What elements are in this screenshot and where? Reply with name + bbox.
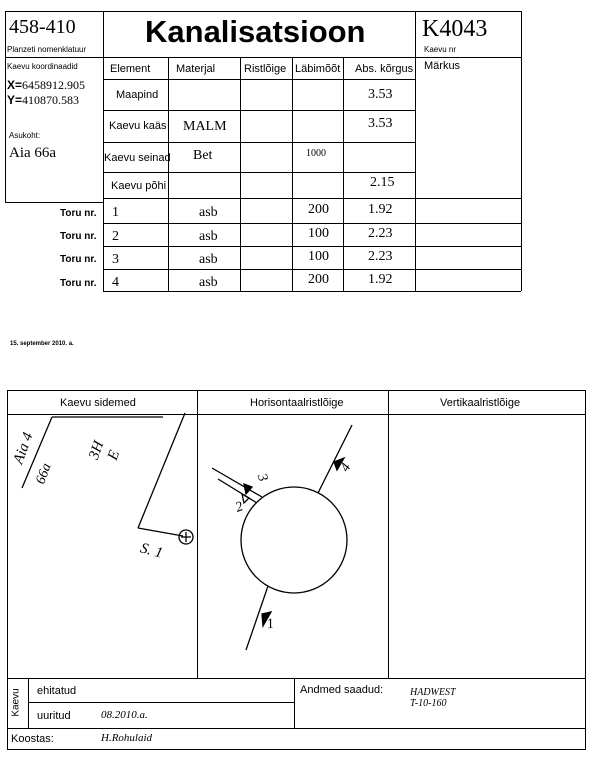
- date-line: 15. september 2010. a.: [10, 341, 74, 347]
- pipe1-materjal: asb: [199, 205, 218, 220]
- surveyed-label: uuritud: [37, 710, 71, 722]
- remarks-label: Märkus: [424, 60, 461, 72]
- row-maapind-korgus: 3.53: [368, 87, 393, 102]
- col-header-labimoot: Läbimõõt: [295, 63, 341, 75]
- col-header-materjal: Materjal: [176, 63, 216, 75]
- location-value: Aia 66a: [9, 145, 57, 161]
- pipe3-nr: 3: [112, 252, 119, 267]
- hand-66a: 66a: [33, 461, 55, 487]
- data-from-value-2: T-10-160: [410, 698, 447, 709]
- pipe4-materjal: asb: [199, 275, 218, 290]
- row-pohi-element: Kaevu põhi: [111, 180, 167, 192]
- horizontal-section: [212, 425, 352, 650]
- pipe4-label: Toru nr.: [60, 278, 97, 289]
- page-title: Kanalisatsioon: [145, 14, 366, 49]
- hand-pipe4: 4: [337, 460, 355, 475]
- y-value: 410870.583: [22, 93, 80, 107]
- pipe2-korgus: 2.23: [368, 226, 393, 241]
- pipe2-label: Toru nr.: [60, 231, 97, 242]
- row-seinad-labimoot: 1000: [306, 148, 326, 159]
- well-id-label: Kaevu nr: [424, 45, 457, 54]
- pipe1-nr: 1: [112, 205, 119, 220]
- pipe3-labimoot: 100: [308, 249, 329, 264]
- pipe3-korgus: 2.23: [368, 249, 393, 264]
- col-title-vertikaal: Vertikaalristlõige: [440, 397, 521, 409]
- pipe3-materjal: asb: [199, 252, 218, 267]
- row-kaevukaas-materjal: MALM: [183, 119, 227, 134]
- col-header-ristloige: Ristlõige: [244, 63, 287, 75]
- data-from-label: Andmed saadud:: [300, 684, 384, 696]
- pipe1-labimoot: 200: [308, 202, 329, 217]
- nomenclature-value: 458-410: [9, 16, 76, 38]
- hand-e: E: [105, 448, 124, 463]
- col-header-abs-korgus: Abs. kõrgus: [355, 63, 414, 75]
- coords-label: Kaevu koordinaadid: [7, 62, 78, 71]
- col-title-horisontaal: Horisontaalristlõige: [250, 397, 344, 409]
- pipe2-materjal: asb: [199, 229, 218, 244]
- pipe3-label: Toru nr.: [60, 254, 97, 265]
- row-seinad-element: Kaevu seinad: [104, 152, 171, 164]
- surveyed-value: 08.2010.a.: [101, 709, 148, 721]
- row-kaevukaas-korgus: 3.53: [368, 116, 393, 131]
- col-title-kaevu-sidemed: Kaevu sidemed: [60, 397, 136, 409]
- nomenclature-label: Planzeti nomenklatuur: [7, 45, 87, 54]
- pipe4-nr: 4: [112, 275, 119, 290]
- location-label: Asukoht:: [9, 131, 41, 140]
- row-seinad-materjal: Bet: [193, 148, 213, 163]
- hand-pipe3: 3: [253, 471, 271, 484]
- compiled-value: H.Rohulaid: [101, 732, 153, 744]
- hand-s1: S. 1: [138, 540, 165, 562]
- row-maapind-element: Maapind: [116, 89, 159, 101]
- row-pohi-korgus: 2.15: [370, 175, 395, 190]
- y-label: Y=: [7, 93, 23, 107]
- x-label: X=: [7, 78, 23, 92]
- hand-pipe1: 1: [265, 616, 276, 633]
- hand-3h: 3H: [86, 438, 108, 462]
- pipe1-korgus: 1.92: [368, 202, 393, 217]
- footer-side-label: Kaevu: [10, 688, 22, 717]
- pipe2-labimoot: 100: [308, 226, 329, 241]
- col-header-element: Element: [110, 63, 151, 75]
- pipe4-korgus: 1.92: [368, 272, 393, 287]
- built-label: ehitatud: [37, 685, 77, 697]
- hand-pipe2: 2: [233, 499, 246, 516]
- pipe1-label: Toru nr.: [60, 208, 97, 219]
- hand-street: Aia 4: [10, 430, 37, 467]
- compiled-label: Koostas:: [11, 733, 54, 745]
- pipe4-labimoot: 200: [308, 272, 329, 287]
- data-from-value-1: HADWEST: [410, 687, 456, 698]
- well-id: K4043: [422, 16, 488, 42]
- row-kaevukaas-element: Kaevu kaäs: [109, 120, 167, 132]
- x-value: 6458912.905: [22, 78, 86, 92]
- pipe2-nr: 2: [112, 229, 119, 244]
